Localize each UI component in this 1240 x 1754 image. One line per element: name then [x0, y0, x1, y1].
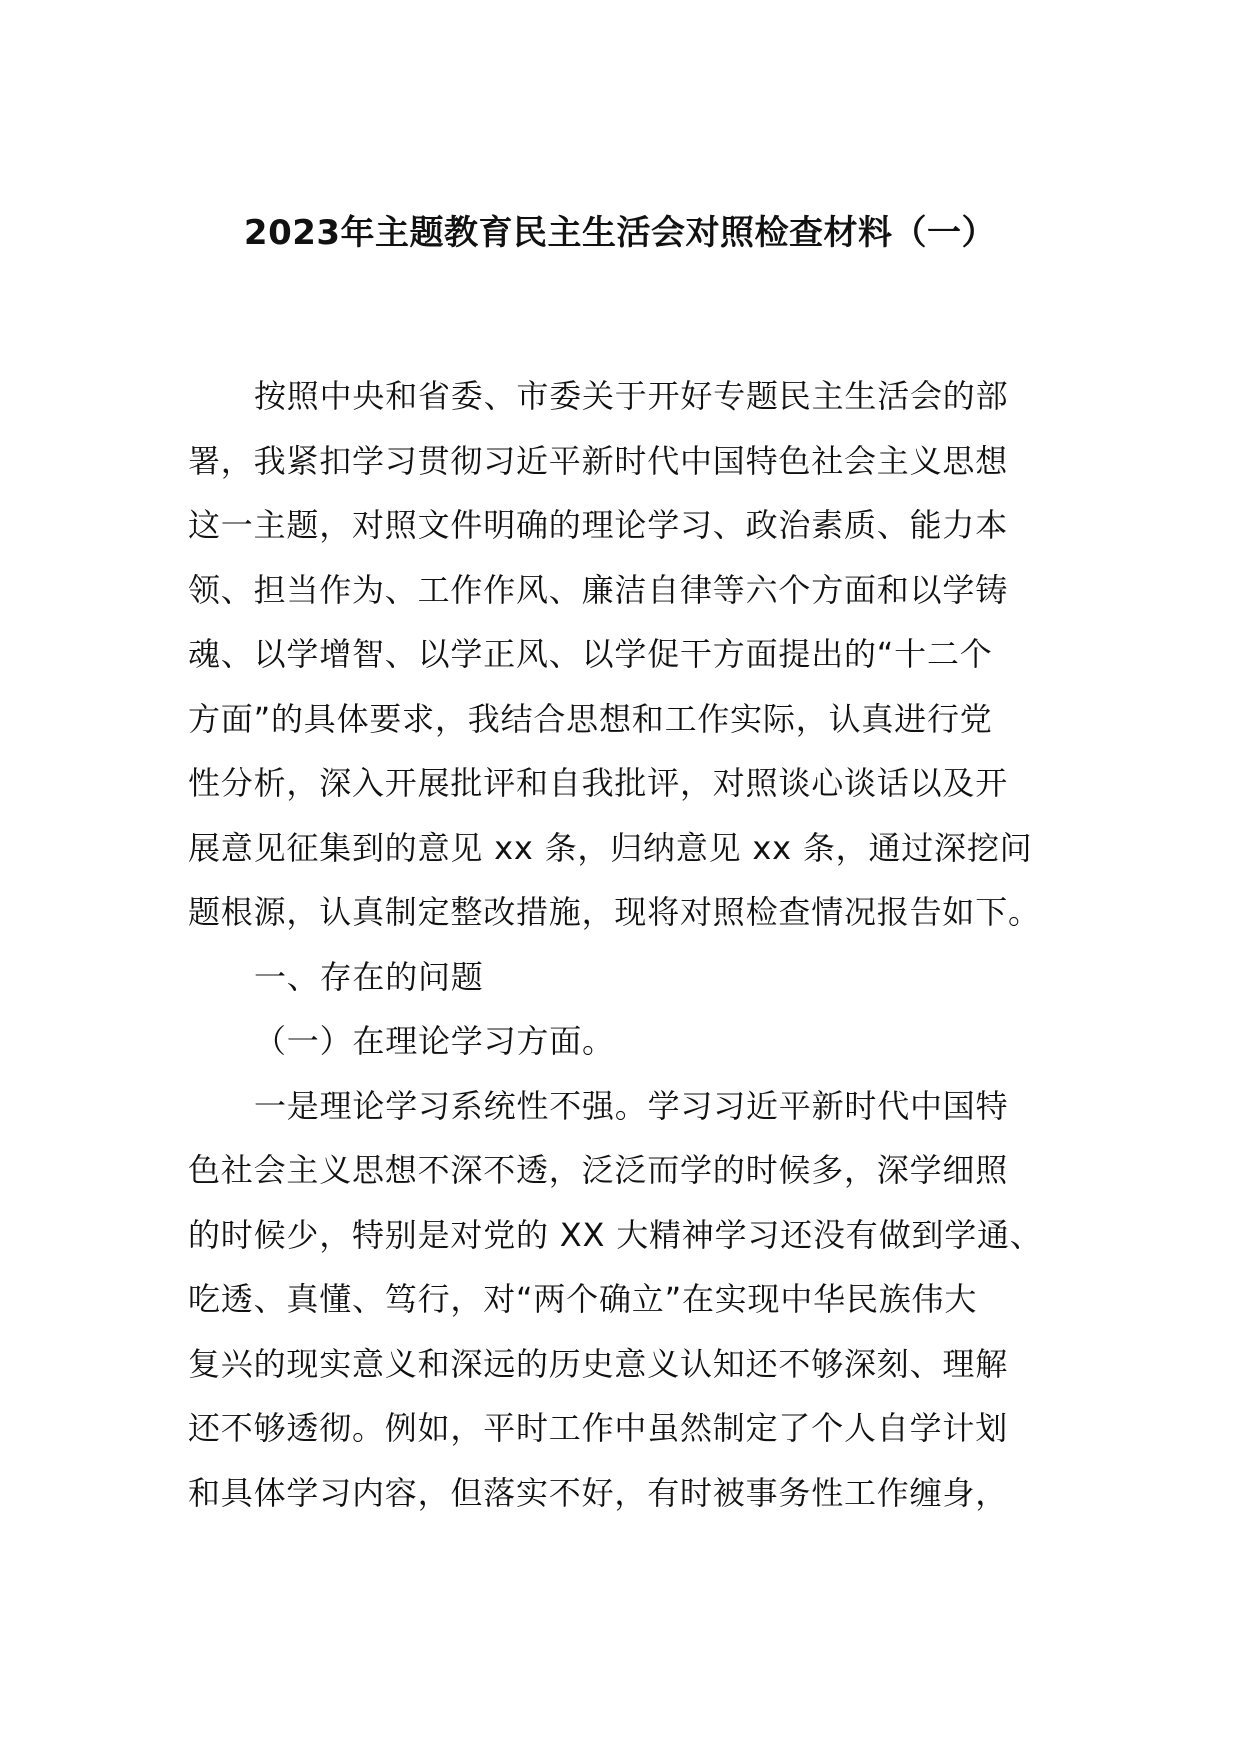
text-line: 吃透、真懂、笃行，对“两个确立”在实现中华民族伟大 [188, 1280, 978, 1318]
document-body [188, 364, 1058, 1525]
text-line: 一、存在的问题 [254, 957, 484, 996]
text-line: 和具体学习内容，但落实不好，有时被事务性工作缠身， [188, 1473, 1009, 1512]
text-line: 还不够透彻。例如，平时工作中虽然制定了个人自学计划 [188, 1409, 1009, 1447]
text-line: 展意见征集到的意见 xx 条，归纳意见 xx 条，通过深挖问 [188, 828, 1033, 867]
text-line: （一）在理论学习方面。 [254, 1022, 615, 1060]
text-line: 魂、以学增智、以学正风、以学促干方面提出的“十二个 [188, 635, 993, 673]
text-line: 性分析，深入开展批评和自我批评，对照谈心谈话以及开 [188, 764, 1009, 802]
text-line: 按照中央和省委、市委关于开好专题民主生活会的部 [254, 377, 1009, 415]
text-line: 领、担当作为、工作作风、廉洁自律等六个方面和以学铸 [188, 570, 1009, 609]
text-line: 方面”的具体要求，我结合思想和工作实际，认真进行党 [188, 699, 993, 738]
text-line: 复兴的现实意义和深远的历史意义认知还不够深刻、理解 [188, 1344, 1009, 1383]
text-line: 色社会主义思想不深不透，泛泛而学的时候多，深学细照 [188, 1151, 1009, 1189]
text-line: 署，我紧扣学习贯彻习近平新时代中国特色社会主义思想 [188, 441, 1009, 480]
text-line: 一是理论学习系统性不强。学习习近平新时代中国特 [254, 1086, 1009, 1125]
text-line: 这一主题，对照文件明确的理论学习、政治素质、能力本 [188, 506, 1009, 544]
document-title: 2023年主题教育民主生活会对照检查材料（一） [243, 213, 997, 253]
text-line: 题根源，认真制定整改措施，现将对照检查情况报告如下。 [188, 893, 1041, 931]
text-line: 的时候少，特别是对党的 XX 大精神学习还没有做到学通、 [188, 1215, 1043, 1254]
